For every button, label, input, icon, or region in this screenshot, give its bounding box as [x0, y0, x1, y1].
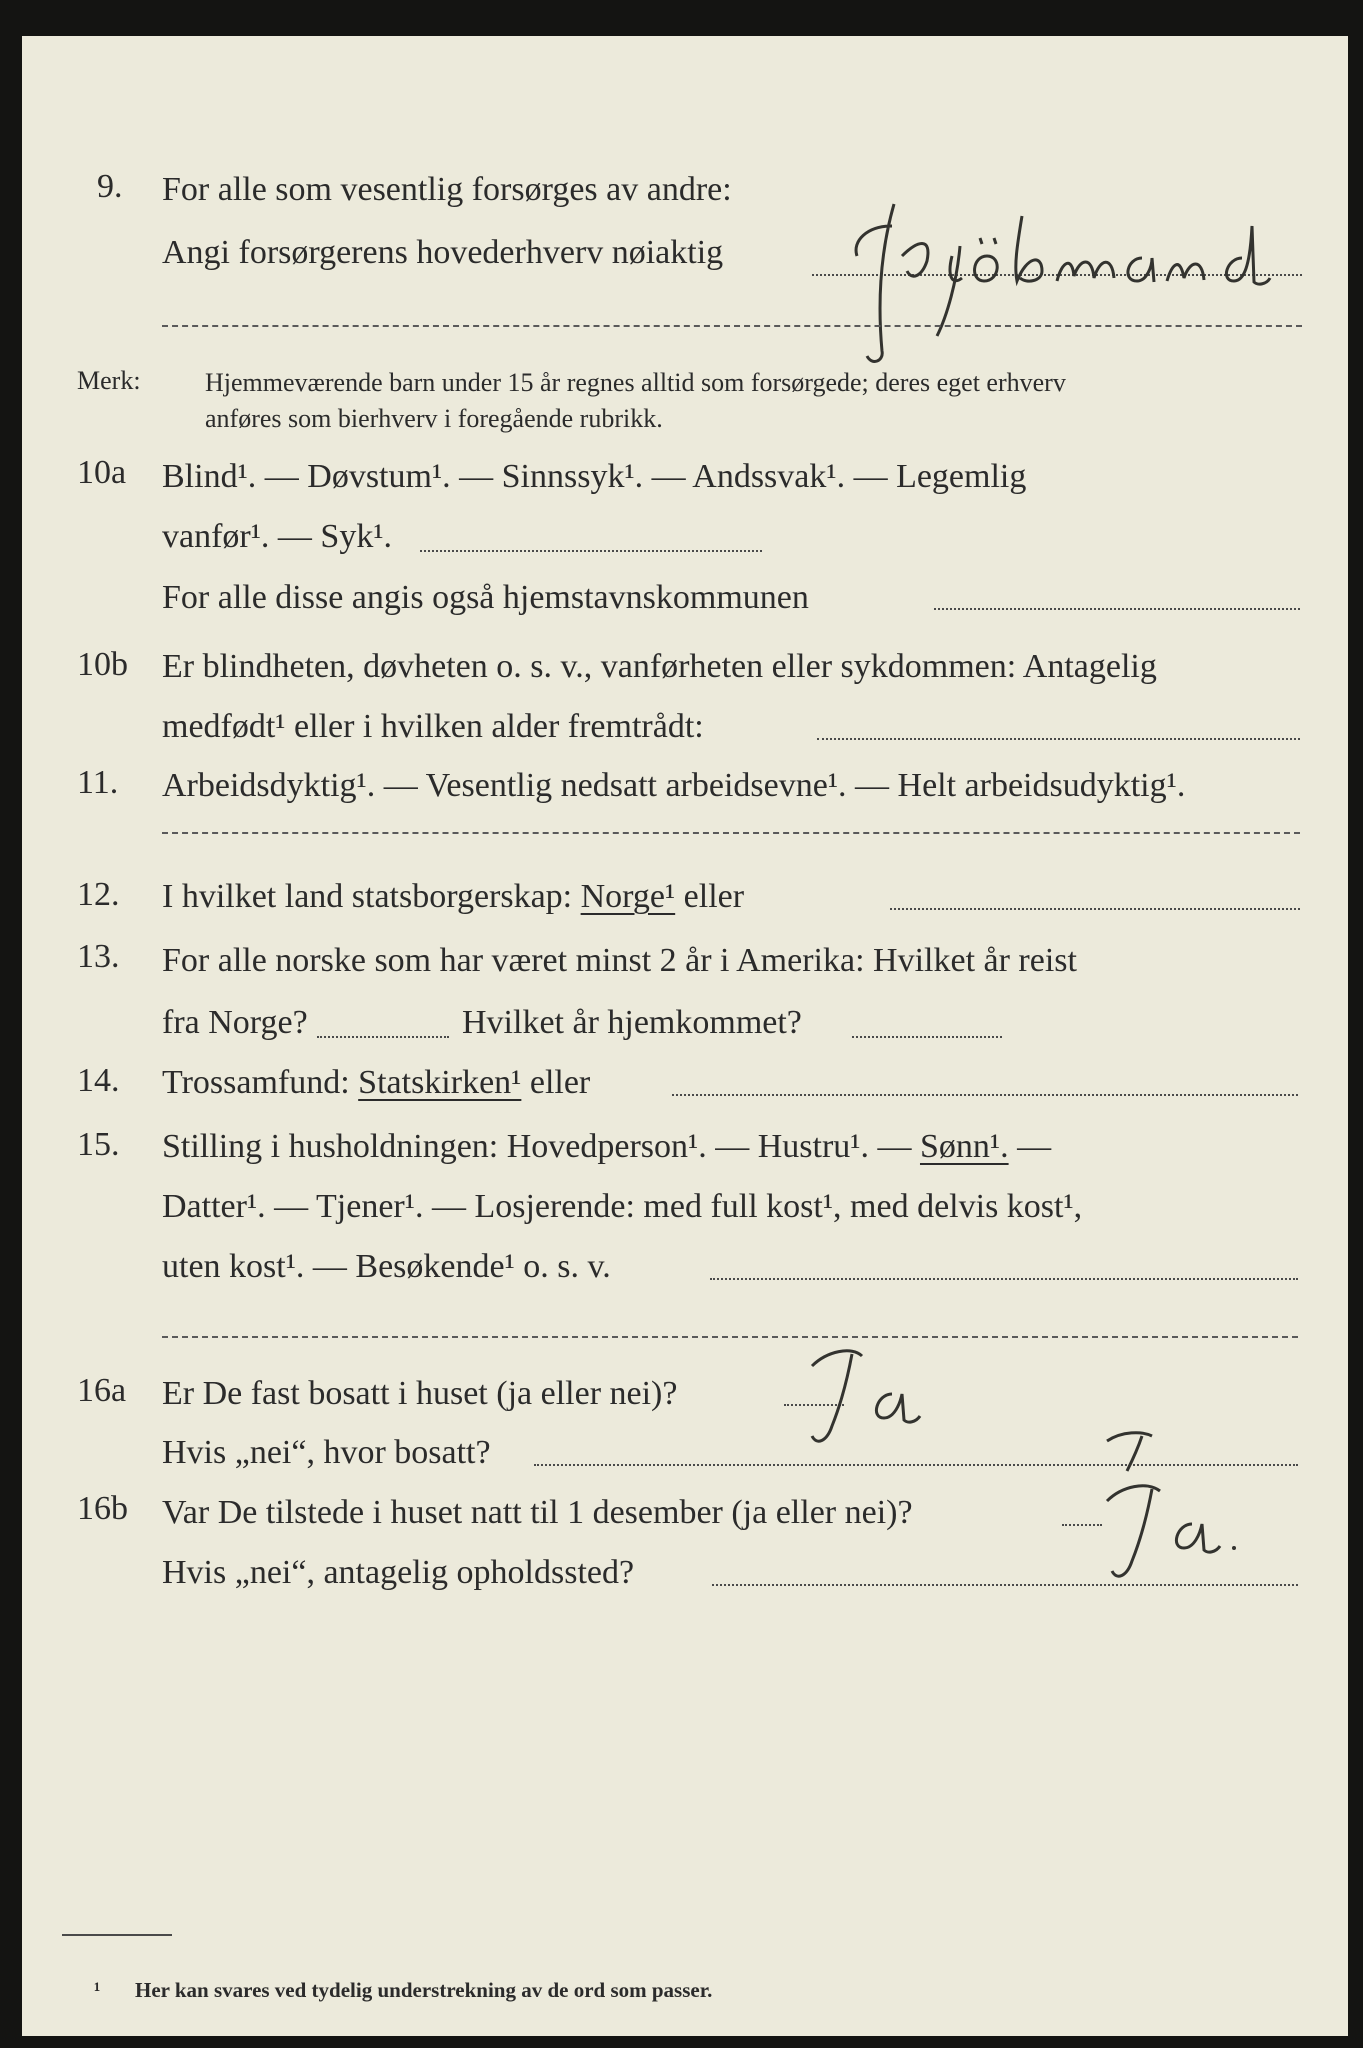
- q16b-line2: Hvis „nei“, antagelig opholdssted?: [162, 1554, 635, 1591]
- q10b-answer-line: [817, 738, 1300, 740]
- q13-line2a: fra Norge?: [162, 1004, 308, 1041]
- note-label: Merk:: [77, 366, 141, 395]
- footnote-rule: [62, 1934, 172, 1936]
- q13-return-line: [852, 1036, 1002, 1038]
- q16b-number: 16b: [77, 1490, 128, 1527]
- q10a-line3: For alle disse angis også hjemstavnskommunen: [162, 579, 809, 616]
- q10a-hometown-line: [934, 608, 1300, 610]
- q15-line1-dash: —: [1017, 1128, 1052, 1165]
- q11-line1: Arbeidsdyktig¹. — Vesentlig nedsatt arbeidsevne¹. — Helt arbeidsudyktig¹.: [162, 767, 1186, 804]
- q16b-line1: Var De tilstede i huset natt til 1 desember (ja eller nei)?: [162, 1494, 913, 1531]
- q9-line1: For alle som vesentlig forsørges av andre:: [162, 171, 732, 208]
- q15-number: 15.: [77, 1126, 120, 1163]
- q15-line1-text: Stilling i husholdningen: Hovedperson¹. — Hustru¹. —: [162, 1128, 912, 1165]
- q13-line1: For alle norske som har været minst 2 år i Amerika: Hvilket år reist: [162, 942, 1077, 979]
- q9-line2: Angi forsørgerens hovederhverv nøiaktig: [162, 234, 724, 271]
- q13-departure-line: [317, 1036, 449, 1038]
- q14-question: Trossamfund:: [162, 1064, 350, 1101]
- q16b-handwritten-answer: [1082, 1456, 1252, 1596]
- q15-answer-line: [710, 1278, 1298, 1280]
- q16a-number: 16a: [77, 1372, 127, 1409]
- q10a-line2: vanfør¹. — Syk¹.: [162, 518, 393, 555]
- q11-number: 11.: [77, 764, 119, 801]
- q15-choice-sonn: Sønn¹.: [919, 1128, 1009, 1165]
- q14-number: 14.: [77, 1062, 120, 1099]
- footnote-text: Her kan svares ved tydelig understrekning av de ord som passer.: [135, 1978, 713, 2002]
- census-form-page: [22, 36, 1348, 2036]
- q15-line3: uten kost¹. — Besøkende¹ o. s. v.: [162, 1248, 611, 1285]
- q13-line2b: Hvilket år hjemkommet?: [462, 1004, 802, 1041]
- q14-else: eller: [529, 1064, 591, 1101]
- q10b-line1: Er blindheten, døvheten o. s. v., vanførheten eller sykdommen: Antagelig: [162, 648, 1157, 685]
- q10a-line1: Blind¹. — Døvstum¹. — Sinnssyk¹. — Andssvak¹. — Legemlig: [162, 458, 1027, 495]
- q16a-line1: Er De fast bosatt i huset (ja eller nei)?: [162, 1375, 678, 1412]
- q12-choice-norge: Norge¹: [580, 878, 676, 915]
- q13-number: 13.: [77, 938, 120, 975]
- q12-else: eller: [683, 878, 745, 915]
- q9-extra-line: [162, 325, 1302, 327]
- footnote-mark: ¹: [94, 1978, 101, 2002]
- q14-answer-line: [672, 1094, 1298, 1096]
- q16b-place-line: [712, 1584, 1298, 1586]
- q15-line2: Datter¹. — Tjener¹. — Losjerende: med full kost¹, med delvis kost¹,: [162, 1188, 1083, 1225]
- q10b-number: 10b: [77, 646, 128, 683]
- q9-number: 9.: [97, 168, 123, 205]
- q10b-line2: medfødt¹ eller i hvilken alder fremtrådt:: [162, 708, 704, 745]
- q10a-number: 10a: [77, 454, 127, 491]
- q10a-answer-line: [420, 550, 762, 552]
- q15-extra-line: [162, 1336, 1298, 1338]
- q14-choice-statskirken: Statskirken¹: [358, 1064, 522, 1101]
- q16a-line2: Hvis „nei“, hvor bosatt?: [162, 1434, 491, 1471]
- q12-line: [162, 880, 744, 914]
- q11-extra-line: [162, 832, 1300, 834]
- q12-answer-line: [890, 908, 1300, 910]
- q15-line1: [162, 1130, 1051, 1164]
- q12-question: I hvilket land statsborgerskap:: [162, 878, 573, 915]
- q12-number: 12.: [77, 876, 120, 913]
- note-line2: anføres som bierhverv i foregående rubrikk.: [205, 404, 663, 433]
- q16a-handwritten-answer: [792, 1336, 932, 1466]
- q9-handwritten-answer: [822, 186, 1272, 386]
- note-line1: Hjemmeværende barn under 15 år regnes alltid som forsørgede; deres eget erhverv: [205, 368, 1066, 397]
- q14-line: [162, 1066, 590, 1100]
